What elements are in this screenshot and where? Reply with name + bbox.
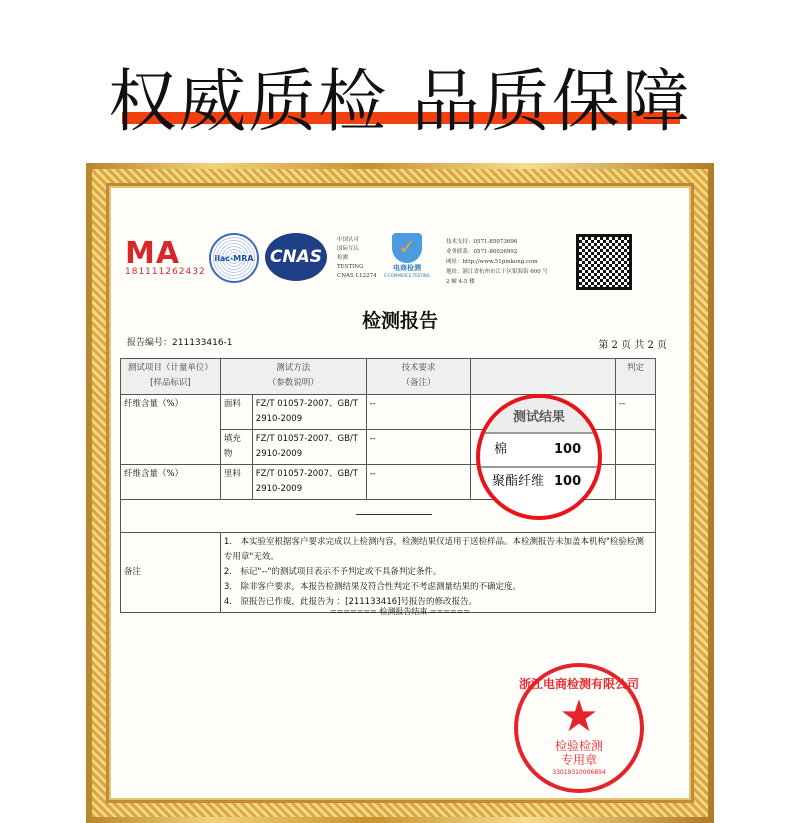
report-title: 检测报告 [361, 310, 438, 332]
cnas-logo: CNAS [265, 233, 327, 281]
remarks-row: 备注 1. 本实验室根据客户要求完成以上检测内容，检测结果仅适用于送检样品。本检测报告未加盖本机构"检验检测专用章"无效。 2. 标记"--"的测试项目表示不予判定或不具备判定条件。 3. 除非客户要求，本报告检测结果及符合性判定不考虑测量结果的不确定度。 4. 原报告已作废，此报告为 ：[211133416]号报告的修改报告。 [121, 533, 656, 613]
qr-code-icon [576, 234, 632, 290]
star-icon: ★ [559, 691, 599, 742]
contact-info: 技术支持：0571-85073696 业务联系：0571-86026992 网址：http://www.51pinkong.com 地址：浙江省杭州市江干区银海街 600 号 2 幢 4-5 楼 [446, 239, 548, 285]
cnas-info: 中国认可 国际互认 检测 TESTING CNAS L12274 [337, 237, 377, 279]
official-seal: 浙江电商检测有限公司 ★ 检验检测 专用章 33019310006894 [514, 663, 644, 793]
table-row: 纤维含量（%） 里料 FZ/T 01057-2007、GB/T 2910-2009 -- [121, 465, 656, 500]
table-row: 纤维含量（%） 面料 FZ/T 01057-2007、GB/T 2910-2009 -- -- [121, 395, 656, 430]
table-row: 填充物 FZ/T 01057-2007、GB/T 2910-2009 -- [121, 430, 656, 465]
report-number: 报告编号：211133416-1 [127, 338, 233, 348]
check-shield-icon: ✓ [392, 233, 422, 263]
table-header: 测试项目（计量单位） [样品标识] 测试方法 （参数说明） 技术要求 （备注） 判定 [121, 359, 656, 395]
ilac-mra-logo: ilac-MRA [209, 233, 259, 283]
magnifier-circle: 测试结果 棉 100 聚酯纤维 100 [476, 394, 602, 520]
ecommerce-testing-logo: ✓ 电商检测 E-COMMERCE TESTING [384, 235, 430, 278]
page-info: 第 2 页 共 2 页 [598, 340, 667, 351]
banner-headline: 权威质检 品质保障 [108, 63, 692, 142]
report-end: ======= 检测报告结束 ====== [329, 607, 471, 616]
cma-logo: MA 181111262432 [125, 236, 206, 277]
